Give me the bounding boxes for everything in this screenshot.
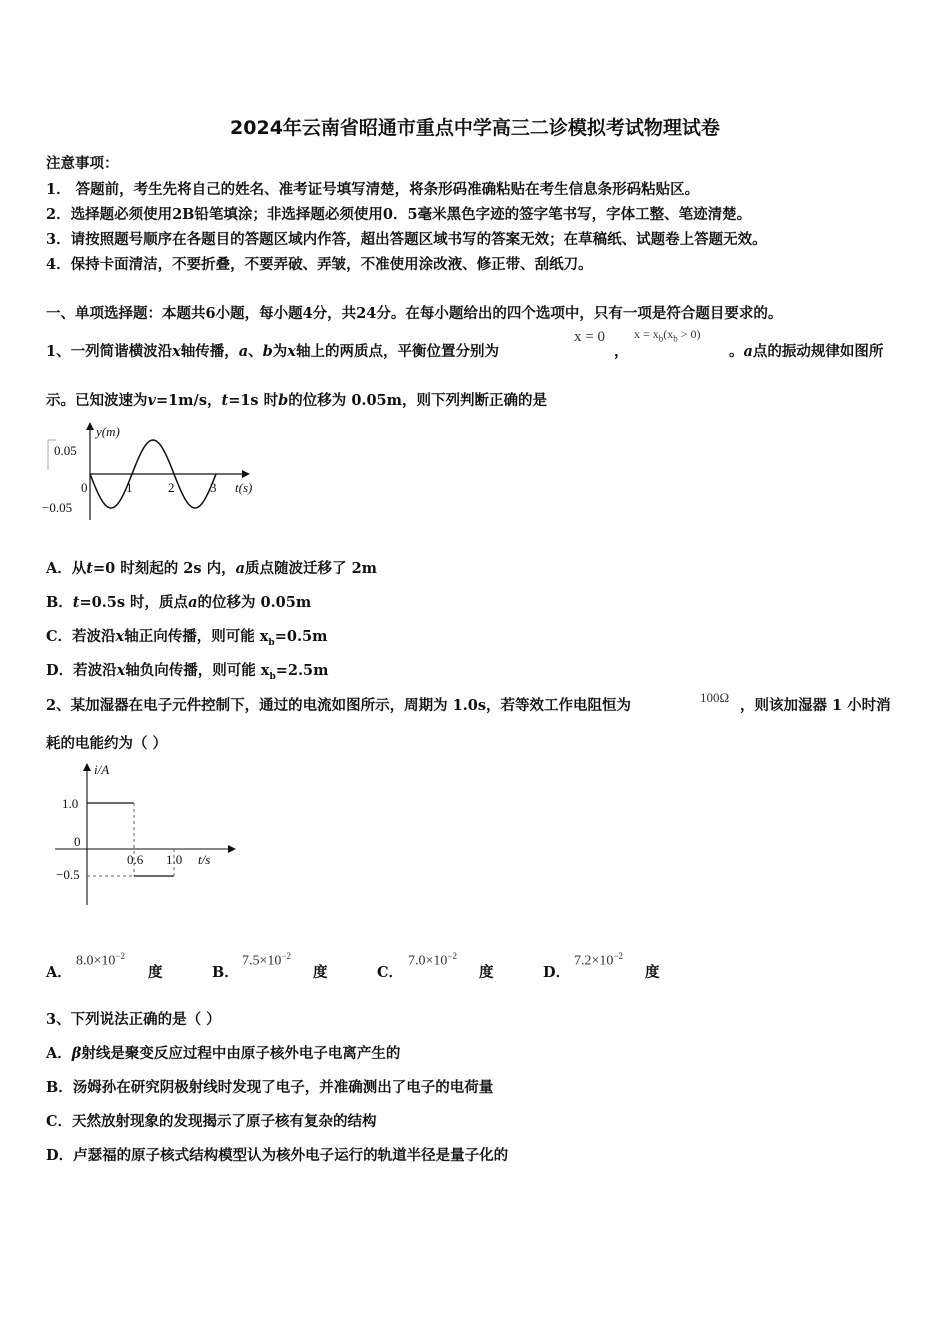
- q1-line1-end: [729, 340, 883, 361]
- t-axis-arrow: [242, 470, 250, 478]
- var-b: b: [278, 392, 289, 409]
- resistance-value: 100Ω: [700, 690, 730, 705]
- var-b: b: [262, 343, 273, 360]
- option-label: B．: [212, 964, 239, 981]
- var: t: [86, 560, 93, 577]
- y-neg-label: −0.5: [56, 867, 80, 882]
- var-a: a: [743, 343, 753, 360]
- subscript: b: [269, 671, 276, 682]
- q2-option-d: [543, 961, 570, 982]
- greek-beta: β: [71, 1045, 82, 1062]
- notice-item: 3．请按照题号顺序在各题目的答题区域内作答，超出答题区域书写的答案无效；在草稿纸、试题卷上答题无效。: [46, 231, 767, 248]
- var: a: [188, 594, 198, 611]
- y-pos-label: 0.05: [54, 443, 77, 458]
- value: 7.0×10: [408, 953, 448, 969]
- option-text: =0.5m: [274, 628, 328, 645]
- option-label: D．: [543, 964, 571, 981]
- q1-stem-line2: [46, 389, 547, 410]
- q2-option-b-unit: 度: [313, 964, 328, 981]
- option-label: D．若波沿: [46, 662, 117, 679]
- q1-text: =1m/s，: [155, 392, 222, 409]
- option-text: 质点随波迁移了 2m: [245, 560, 377, 577]
- eq-part: > 0): [677, 327, 701, 341]
- var-a: a: [238, 343, 249, 360]
- q1-comma: ，: [614, 343, 629, 360]
- option-text: =0 时刻起的 2s 内，: [92, 560, 236, 577]
- notice-item: 1． 答题前，考生先将自己的姓名、准考证号填写清楚，将条形码准确粘贴在考生信息条形码粘贴区。: [46, 181, 700, 198]
- q2-option-c-value: [408, 951, 457, 970]
- q3-option-b: [46, 1076, 493, 1097]
- var: x: [115, 628, 125, 645]
- option-label: B．: [46, 1079, 73, 1096]
- option-text: 轴正向传播，则可能 x: [124, 628, 269, 645]
- q1-text: 点的振动规律如图所: [752, 343, 884, 360]
- t-axis-arrow: [228, 845, 236, 853]
- notice-heading: 注意事项：: [46, 155, 119, 172]
- x-tick-label: 1.0: [166, 852, 183, 867]
- option-label: C．: [46, 1113, 73, 1130]
- q1-option-d: [46, 659, 328, 682]
- q1-text: 1、一列简谐横波沿: [46, 343, 173, 360]
- option-label: B．: [46, 594, 73, 611]
- q2-option-c: [377, 961, 403, 982]
- q1-vibration-graph: [40, 420, 270, 530]
- option-label: A．: [46, 964, 72, 981]
- notice-item: 4．保持卡面清洁，不要折叠，不要弄破、弄皱，不准使用涂改液、修正带、刮纸刀。: [46, 256, 593, 273]
- value: 7.5×10: [242, 953, 282, 969]
- i-axis-label: i/A: [94, 762, 110, 777]
- q2-option-b: [212, 961, 239, 982]
- var: a: [235, 560, 246, 577]
- x-tick-label: 0.6: [127, 852, 144, 867]
- option-label: A．从: [46, 560, 87, 577]
- q1-text: 轴传播，: [180, 343, 239, 360]
- subscript: b: [268, 637, 275, 648]
- y-zero-label: 0: [74, 834, 81, 849]
- q1-option-b: [46, 591, 311, 612]
- option-text: =0.5s 时，质点: [79, 594, 189, 611]
- option-text: 的位移为 0.05m: [197, 594, 312, 611]
- var-x: x: [287, 343, 296, 360]
- option-text: 汤姆孙在研究阴极射线时发现了电子，并准确测出了电子的电荷量: [72, 1079, 494, 1096]
- option-label: D．: [46, 1147, 74, 1164]
- option-label: C．: [377, 964, 404, 981]
- option-text: 射线是聚变反应过程中由原子核外电子电离产生的: [81, 1045, 401, 1062]
- exponent: −2: [447, 951, 457, 961]
- tick-label: 2: [168, 480, 175, 495]
- exponent: −2: [281, 951, 291, 961]
- q2-stem-line2: 耗的电能约为（ ）: [46, 735, 168, 752]
- page-title: 2024年云南省昭通市重点中学高三二诊模拟考试物理试卷: [230, 117, 720, 139]
- tick-label: 0: [81, 480, 88, 495]
- q2-option-c-unit: 度: [479, 964, 494, 981]
- q1-option-c: [46, 625, 327, 648]
- q1-text: 、: [248, 343, 263, 360]
- tick-label: 3: [210, 480, 217, 495]
- eq-sub: b: [658, 333, 664, 344]
- var-t: t: [221, 392, 229, 409]
- option-text: 轴负向传播，则可能 x: [125, 662, 270, 679]
- option-label: C．若波沿: [46, 628, 116, 645]
- option-label: A．: [46, 1045, 72, 1062]
- q2-option-a: [46, 961, 72, 982]
- notice-item: 2．选择题必须使用2B铅笔填涂；非选择题必须使用0．5毫米黑色字迹的签字笔书写，字体工整、笔迹清楚。: [46, 206, 752, 223]
- q1-text: 示。已知波速为: [46, 392, 148, 409]
- q1-option-a: [46, 557, 377, 578]
- q2-current-graph: [50, 760, 240, 910]
- q1-text: 。: [729, 343, 744, 360]
- eq-part: x = x: [634, 327, 659, 341]
- y-axis-arrow: [86, 422, 94, 430]
- t-axis-label: t(s): [235, 480, 253, 495]
- eq-sub: b: [673, 333, 678, 344]
- var-x: x: [172, 343, 181, 360]
- q2-stem-line1-end: ，则该加湿器 1 小时消: [740, 697, 891, 714]
- q1-text: =1s 时: [228, 392, 279, 409]
- value: 8.0×10: [76, 953, 116, 969]
- q2-option-d-unit: 度: [645, 964, 660, 981]
- q1-text: 为: [272, 343, 288, 360]
- i-axis-arrow: [83, 763, 91, 771]
- y-axis-label: y(m): [96, 424, 120, 439]
- q2-stem-line1: 2、某加湿器在电子元件控制下，通过的电流如图所示，周期为 1.0s，若等效工作电阻恒为: [46, 697, 632, 714]
- eq-part: (x: [663, 327, 674, 341]
- equation-xb: [634, 327, 701, 343]
- q2-option-b-value: [242, 951, 291, 970]
- exponent: −2: [613, 951, 623, 961]
- q3-option-d: [46, 1144, 508, 1165]
- q2-option-a-unit: 度: [148, 964, 163, 981]
- q3-stem: 3、下列说法正确的是（ ）: [46, 1011, 221, 1028]
- tick-label: 1: [126, 480, 133, 495]
- q1-stem-line1: [46, 340, 499, 361]
- exponent: −2: [115, 951, 125, 961]
- var: t: [72, 594, 80, 611]
- option-text: 天然放射现象的发现揭示了原子核有复杂的结构: [72, 1113, 377, 1130]
- t-axis-label: t/s: [198, 852, 211, 867]
- value: 7.2×10: [574, 953, 614, 969]
- option-text: =2.5m: [275, 662, 329, 679]
- equation-x0: x = 0: [574, 329, 605, 345]
- q3-option-c: [46, 1110, 377, 1131]
- q1-text: 轴上的两质点，平衡位置分别为: [295, 343, 499, 360]
- var-v: v: [147, 392, 156, 409]
- y-neg-label: −0.05: [42, 500, 73, 515]
- var: x: [116, 662, 126, 679]
- q2-option-a-value: [76, 951, 125, 970]
- section-heading: 一、单项选择题：本题共6小题，每小题4分，共24分。在每小题给出的四个选项中，只有一项是符合题目要求的。: [46, 305, 783, 322]
- q2-option-d-value: [574, 951, 623, 970]
- q3-option-a: [46, 1042, 400, 1063]
- q1-text: 的位移为 0.05m，则下列判断正确的是: [288, 392, 547, 409]
- y-pos-label: 1.0: [62, 796, 79, 811]
- option-text: 卢瑟福的原子核式结构模型认为核外电子运行的轨道半径是量子化的: [73, 1147, 509, 1164]
